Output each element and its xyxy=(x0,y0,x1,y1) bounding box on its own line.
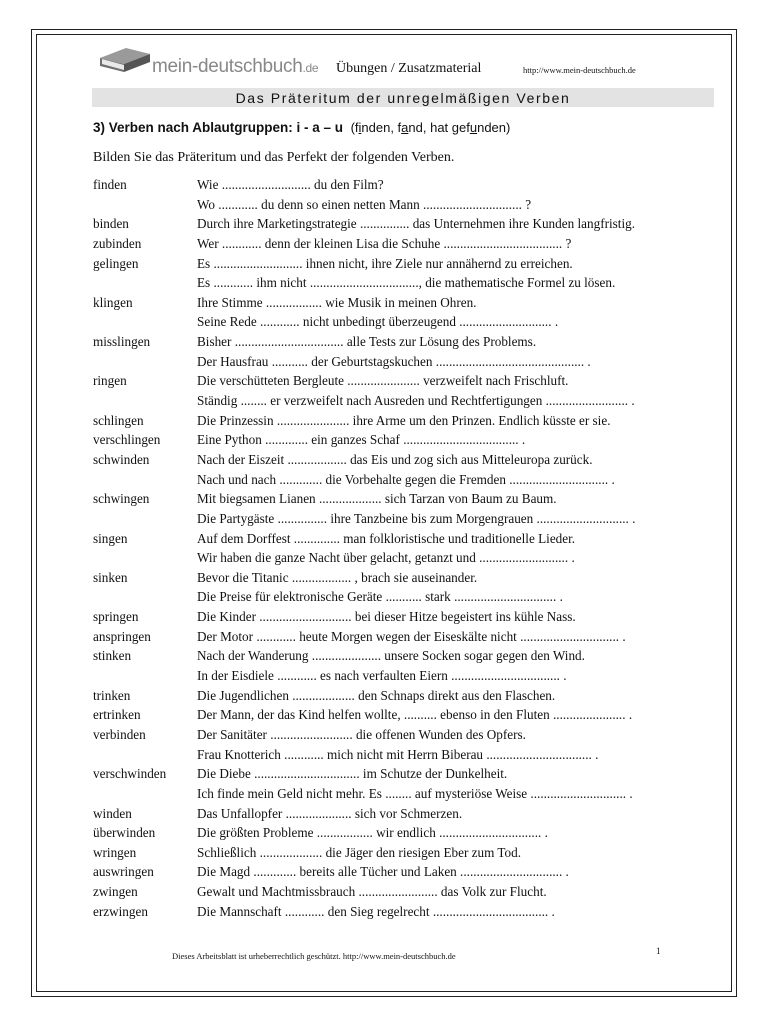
exercise-row xyxy=(93,531,733,551)
exercise-row xyxy=(93,472,733,492)
exercise-sentence: Die größten Probleme ................. wir endlich ............................... . xyxy=(197,825,548,841)
worksheet-title: Das Präteritum der unregelmäßigen Verben xyxy=(235,90,571,106)
instruction-text: Bilden Sie das Präteritum und das Perfekt der folgenden Verben. xyxy=(93,150,455,165)
exercise-row xyxy=(93,295,733,315)
exercise-row xyxy=(93,413,733,433)
exercise-sentence: Der Hausfrau ........... der Geburtstagskuchen ............................................. . xyxy=(197,353,591,369)
exercise-row xyxy=(93,354,733,374)
exercise-sentence: Die Magd ............. bereits alle Tücher und Laken ............................... . xyxy=(197,864,569,880)
exercise-sentence: Schließlich ................... die Jäger den riesigen Eber zum Tod. xyxy=(197,844,522,860)
verb-label: sinken xyxy=(93,569,128,585)
exercise-row xyxy=(93,629,733,649)
exercise-row xyxy=(93,256,733,276)
exercise-sentence: Die verschütteten Bergleute ...................... verzweifelt nach Frischluft. xyxy=(197,373,569,389)
page-number: 1 xyxy=(656,946,661,956)
verb-label: zwingen xyxy=(93,884,138,900)
header-url: http://www.mein-deutschbuch.de xyxy=(523,65,636,75)
exercise-row xyxy=(93,432,733,452)
exercise-row xyxy=(93,275,733,295)
exercise-sentence: Wer ............ denn der kleinen Lisa die Schuhe .................................... ? xyxy=(197,235,572,251)
exercise-row xyxy=(93,491,733,511)
exercise-row xyxy=(93,570,733,590)
exercise-sentence: Nach der Wanderung ..................... unsere Socken sogar gegen den Wind. xyxy=(197,648,585,664)
exercise-sentence: Ihre Stimme ................. wie Musik in meinen Ohren. xyxy=(197,294,477,310)
verb-label: schlingen xyxy=(93,412,144,428)
exercise-sentence: Durch ihre Marketingstrategie ............... das Unternehmen ihre Kunden langfristig. xyxy=(197,216,635,232)
exercise-row xyxy=(93,806,733,826)
exercise-sentence: Das Unfallopfer .................... sich vor Schmerzen. xyxy=(197,805,463,821)
exercise-sentence: Mit biegsamen Lianen ................... sich Tarzan von Baum zu Baum. xyxy=(197,491,557,507)
verb-label: ertrinken xyxy=(93,707,141,723)
exercise-row xyxy=(93,864,733,884)
exercise-row xyxy=(93,550,733,570)
exercise-sentence: Frau Knotterich ............ mich nicht mit Herrn Biberau ................................ . xyxy=(197,746,599,762)
exercise-row xyxy=(93,727,733,747)
exercise-sentence: Gewalt und Machtmissbrauch ........................ das Volk zur Flucht. xyxy=(197,884,547,900)
verb-label: finden xyxy=(93,177,127,192)
exercise-sentence: Der Motor ............ heute Morgen wegen der Eiseskälte nicht .............................. . xyxy=(197,628,626,644)
verb-label: winden xyxy=(93,805,132,821)
exercise-row xyxy=(93,648,733,668)
ablaut-example: (finden, fand, hat gefunden) xyxy=(350,120,511,135)
exercise-row xyxy=(93,747,733,767)
exercise-row xyxy=(93,668,733,688)
exercise-sentence: Wo ............ du denn so einen netten Mann .............................. ? xyxy=(197,196,532,212)
verb-label: trinken xyxy=(93,687,131,703)
worksheet-title-bar xyxy=(92,88,714,107)
exercise-row xyxy=(93,766,733,786)
exercise-row xyxy=(93,786,733,806)
exercise-row xyxy=(93,197,733,217)
exercise-row xyxy=(93,314,733,334)
verb-label: springen xyxy=(93,609,139,625)
exercise-row xyxy=(93,393,733,413)
verb-label: verschwinden xyxy=(93,766,167,782)
verb-label: stinken xyxy=(93,648,132,664)
exercise-sentence: Nach der Eiszeit .................. das Eis und zog sich aus Mitteleuropa zurück. xyxy=(197,451,593,467)
exercise-row xyxy=(93,707,733,727)
exercise-row xyxy=(93,609,733,629)
exercise-sentence: Eine Python ............. ein ganzes Schaf ................................... . xyxy=(197,432,526,448)
exercise-sentence: Die Preise für elektronische Geräte ........... stark ............................... . xyxy=(197,589,563,605)
exercise-row xyxy=(93,216,733,236)
exercise-row xyxy=(93,884,733,904)
exercise-sentence: Wie ........................... du den Film? xyxy=(197,177,384,192)
exercise-row xyxy=(93,845,733,865)
verb-label: misslingen xyxy=(93,334,151,350)
verb-label: auswringen xyxy=(93,864,154,880)
verb-label: binden xyxy=(93,216,129,232)
exercise-sentence: Nach und nach ............. die Vorbehalte gegen die Fremden .............................. . xyxy=(197,471,615,487)
exercise-row xyxy=(93,236,733,256)
verb-label: gelingen xyxy=(93,255,139,271)
verb-label: anspringen xyxy=(93,628,151,644)
exercise-sentence: Ständig ........ er verzweifelt nach Ausreden und Rechtfertigungen ......................... . xyxy=(197,393,635,409)
verb-label: singen xyxy=(93,530,128,546)
logo-wordmark: mein-deutschbuch.de xyxy=(152,56,319,77)
exercise-row xyxy=(93,177,733,197)
exercise-row xyxy=(93,373,733,393)
exercise-row xyxy=(93,334,733,354)
verb-label: ringen xyxy=(93,373,127,389)
verb-label: schwingen xyxy=(93,491,150,507)
exercise-sentence: Die Prinzessin ...................... ihre Arme um den Prinzen. Endlich küsste er sie. xyxy=(197,412,611,428)
exercise-sentence: Bisher ................................. alle Tests zur Lösung des Problems. xyxy=(197,334,537,350)
verb-label: klingen xyxy=(93,294,133,310)
exercise-row xyxy=(93,904,733,924)
exercise-sentence: Ich finde mein Geld nicht mehr. Es ........ auf mysteriöse Weise ............................. . xyxy=(197,785,633,801)
exercise-row xyxy=(93,452,733,472)
exercise-sentence: Die Mannschaft ............ den Sieg regelrecht ................................... . xyxy=(197,903,555,919)
verb-label: schwinden xyxy=(93,451,150,467)
exercise-sentence: Der Mann, der das Kind helfen wollte, .......... ebenso in den Fluten ...................... . xyxy=(197,707,633,723)
exercise-sentence: Es ........................... ihnen nicht, ihre Ziele nur annähernd zu erreichen. xyxy=(197,255,573,271)
exercise-sentence: Bevor die Titanic .................. , brach sie auseinander. xyxy=(197,569,478,585)
exercise-sentence: Die Diebe ................................ im Schutze der Dunkelheit. xyxy=(197,766,508,782)
exercise-sentence: Seine Rede ............ nicht unbedingt überzeugend ............................ . xyxy=(197,314,559,330)
verb-label: erzwingen xyxy=(93,903,148,919)
verb-label: zubinden xyxy=(93,235,142,251)
section-heading: 3) Verben nach Ablautgruppen: i - a – u (finden, fand, hat gefunden) xyxy=(93,120,511,135)
verb-label: verschlingen xyxy=(93,432,161,448)
exercise-sentence: Die Jugendlichen ................... den Schnaps direkt aus den Flaschen. xyxy=(197,687,556,703)
verb-label: wringen xyxy=(93,844,137,860)
exercise-sentence: Es ............ ihm nicht ................................., die mathematische Formel zu lösen. xyxy=(197,275,616,291)
exercise-list xyxy=(93,177,733,923)
verb-label: verbinden xyxy=(93,726,146,742)
verb-label: überwinden xyxy=(93,825,156,841)
header-title: Übungen / Zusatzmaterial xyxy=(336,61,482,76)
exercise-sentence: Die Kinder ............................ bei dieser Hitze begeistert ins kühle Nass. xyxy=(197,609,576,625)
exercise-sentence: Wir haben die ganze Nacht über gelacht, getanzt und ........................... . xyxy=(197,550,575,566)
exercise-row xyxy=(93,511,733,531)
exercise-sentence: Der Sanitäter ......................... die offenen Wunden des Opfers. xyxy=(197,726,526,742)
book-logo-icon xyxy=(96,44,152,76)
exercise-row xyxy=(93,688,733,708)
exercise-sentence: Auf dem Dorffest .............. man folkloristische und traditionelle Lieder. xyxy=(197,530,576,546)
footer-copyright: Dieses Arbeitsblatt ist urheberrechtlich geschützt. http://www.mein-deutschbuch.de xyxy=(172,951,456,961)
exercise-row xyxy=(93,589,733,609)
exercise-sentence: Die Partygäste ............... ihre Tanzbeine bis zum Morgengrauen ............................ . xyxy=(197,510,636,526)
exercise-row xyxy=(93,825,733,845)
exercise-sentence: In der Eisdiele ............ es nach verfaulten Eiern ................................. . xyxy=(197,668,567,684)
